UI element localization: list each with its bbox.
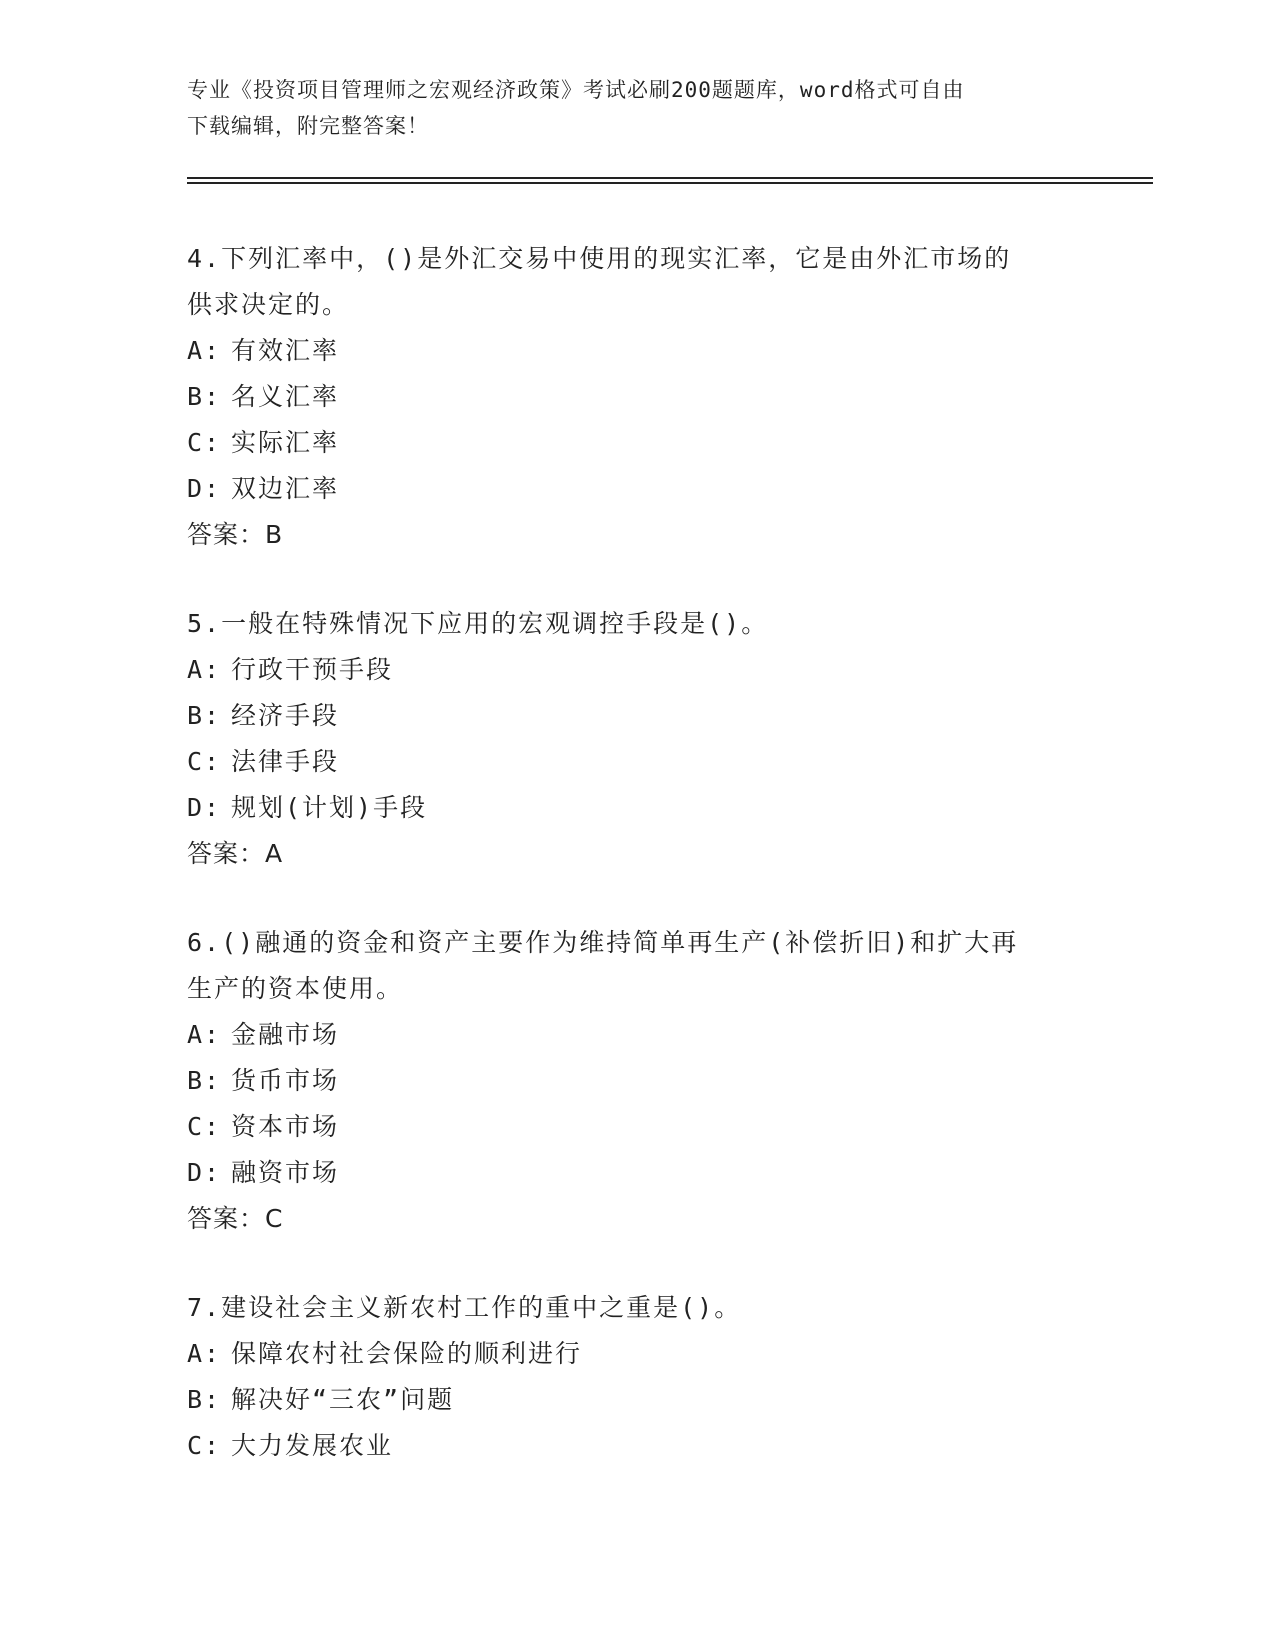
option-text: 融资市场 [231,1158,340,1187]
option-letter: D: [187,474,222,503]
question-stem [187,601,1087,647]
option-text: 货币市场 [231,1066,340,1095]
answer-line: 答案：B [187,520,284,549]
option-b [187,1058,1087,1104]
option-text: 经济手段 [231,701,340,730]
option-text: 解决好“三农”问题 [231,1385,455,1414]
option-text: 双边汇率 [231,474,340,503]
question-stem-line: 5.一般在特殊情况下应用的宏观调控手段是()。 [187,609,769,638]
question-7 [187,1285,1087,1469]
option-d [187,785,1087,831]
question-stem [187,1285,1087,1331]
option-text: 资本市场 [231,1112,340,1141]
option-text: 法律手段 [231,747,340,776]
question-6 [187,920,1087,1242]
question-stem [187,236,1087,328]
question-stem-line: 6.()融通的资金和资产主要作为维持简单再生产(补偿折旧)和扩大再 [187,928,1019,957]
question-stem-line: 供求决定的。 [187,290,350,319]
option-text: 行政干预手段 [231,655,394,684]
option-text: 实际汇率 [231,428,340,457]
question-stem [187,920,1087,1012]
option-letter: D: [187,793,222,822]
header-line-2: 下载编辑，附完整答案！ [187,114,429,138]
option-text: 保障农村社会保险的顺利进行 [231,1339,583,1368]
option-text: 大力发展农业 [231,1431,394,1460]
answer-line: 答案：A [187,839,284,868]
header-line-1: 专业《投资项目管理师之宏观经济政策》考试必刷200题题库，word格式可自由 [187,78,965,102]
option-letter: C: [187,428,222,457]
option-a [187,647,1087,693]
option-c [187,1104,1087,1150]
option-d [187,1150,1087,1196]
option-c [187,420,1087,466]
option-text: 规划(计划)手段 [231,793,428,822]
header-divider-bottom [187,182,1153,184]
option-letter: A: [187,336,222,365]
option-letter: C: [187,747,222,776]
option-letter: A: [187,1339,222,1368]
option-letter: B: [187,701,222,730]
option-b [187,693,1087,739]
option-text: 名义汇率 [231,382,340,411]
option-b [187,374,1087,420]
option-c [187,1423,1087,1469]
question-stem-line: 4.下列汇率中，()是外汇交易中使用的现实汇率，它是由外汇市场的 [187,244,1012,273]
question-list [187,236,1087,1512]
document-header [187,72,1087,144]
option-letter: A: [187,655,222,684]
question-stem-line: 生产的资本使用。 [187,974,404,1003]
option-text: 有效汇率 [231,336,340,365]
question-5 [187,601,1087,877]
question-stem-line: 7.建设社会主义新农村工作的重中之重是()。 [187,1293,742,1322]
answer-line: 答案：C [187,1204,284,1233]
header-divider-top [187,177,1153,179]
option-a [187,1012,1087,1058]
option-a [187,328,1087,374]
option-letter: A: [187,1020,222,1049]
option-letter: B: [187,1066,222,1095]
question-4 [187,236,1087,558]
option-letter: C: [187,1112,222,1141]
option-c [187,739,1087,785]
option-a [187,1331,1087,1377]
option-b [187,1377,1087,1423]
option-letter: C: [187,1431,222,1460]
option-text: 金融市场 [231,1020,340,1049]
option-d [187,466,1087,512]
option-letter: B: [187,1385,222,1414]
option-letter: B: [187,382,222,411]
option-letter: D: [187,1158,222,1187]
